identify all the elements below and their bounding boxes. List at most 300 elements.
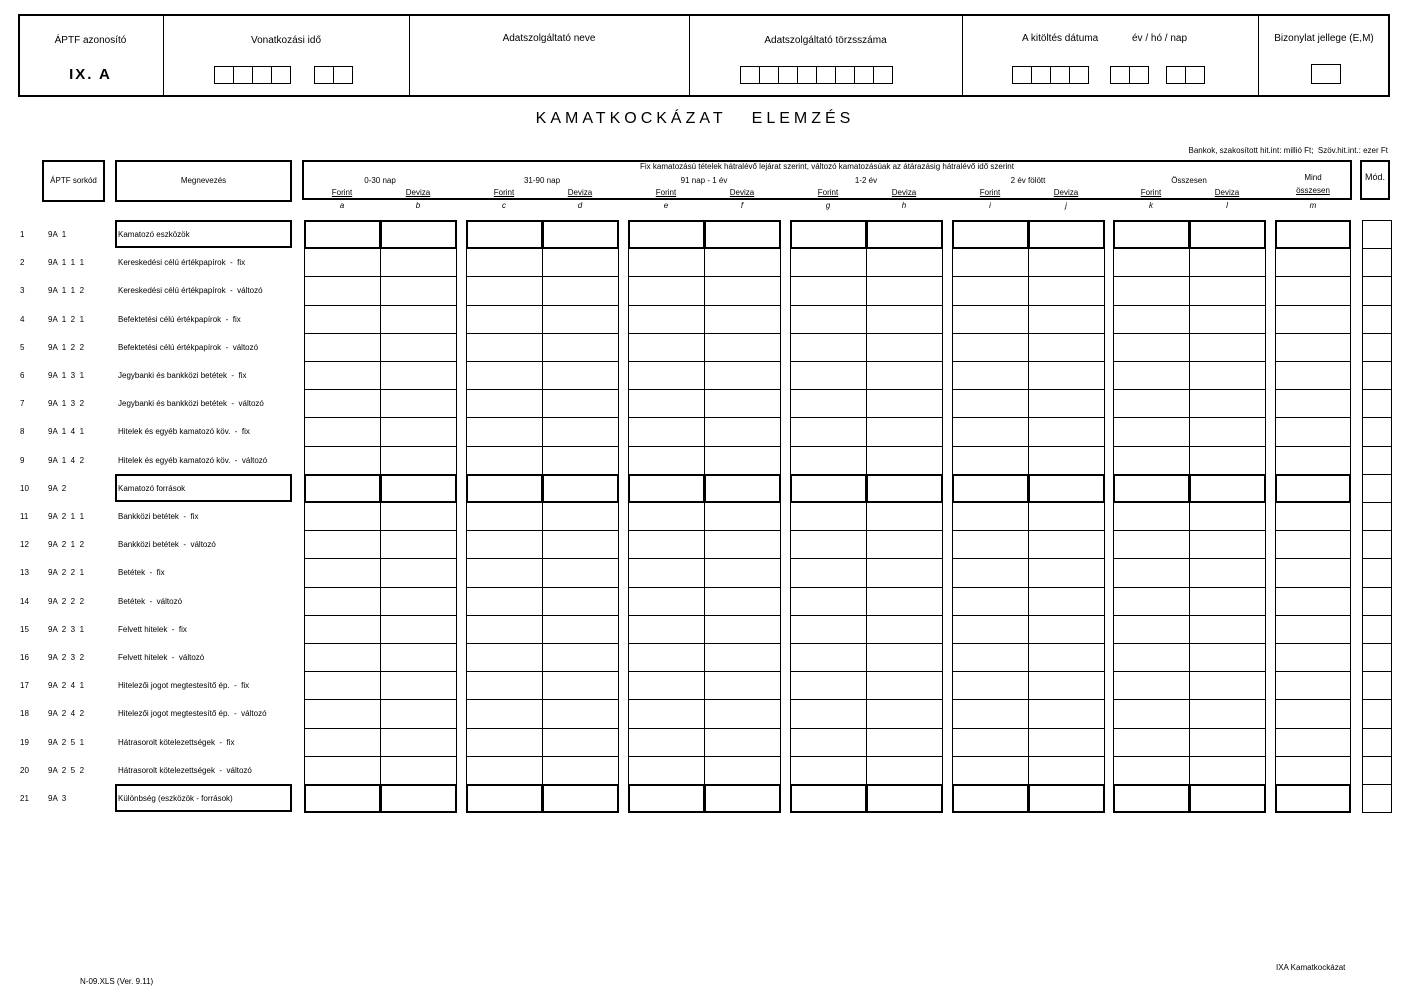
value-cell[interactable]	[866, 615, 943, 644]
value-cell[interactable]	[1189, 333, 1266, 362]
value-cell[interactable]	[1113, 361, 1190, 390]
mod-cell[interactable]	[1362, 446, 1392, 475]
value-cell[interactable]	[704, 530, 781, 559]
value-cell[interactable]	[790, 502, 867, 531]
value-cell[interactable]	[704, 587, 781, 616]
value-cell[interactable]	[704, 643, 781, 672]
value-cell[interactable]	[380, 699, 457, 728]
mod-cell[interactable]	[1362, 474, 1392, 503]
value-cell[interactable]	[1113, 756, 1190, 785]
value-cell[interactable]	[866, 671, 943, 700]
value-cell[interactable]	[952, 361, 1029, 390]
grand-total-cell[interactable]	[1275, 615, 1351, 644]
value-cell[interactable]	[866, 248, 943, 277]
value-cell[interactable]	[790, 276, 867, 305]
value-cell[interactable]	[466, 474, 543, 503]
value-cell[interactable]	[1113, 248, 1190, 277]
value-cell[interactable]	[466, 333, 543, 362]
mod-cell[interactable]	[1362, 220, 1392, 249]
value-cell[interactable]	[628, 446, 705, 475]
value-cell[interactable]	[542, 333, 619, 362]
value-cell[interactable]	[866, 276, 943, 305]
mod-cell[interactable]	[1362, 305, 1392, 334]
value-cell[interactable]	[466, 784, 543, 813]
value-cell[interactable]	[1189, 446, 1266, 475]
mod-cell[interactable]	[1362, 587, 1392, 616]
value-cell[interactable]	[466, 446, 543, 475]
value-cell[interactable]	[380, 671, 457, 700]
value-cell[interactable]	[1028, 558, 1105, 587]
value-cell[interactable]	[304, 361, 381, 390]
mod-cell[interactable]	[1362, 361, 1392, 390]
value-cell[interactable]	[542, 248, 619, 277]
value-cell[interactable]	[380, 558, 457, 587]
value-cell[interactable]	[628, 728, 705, 757]
value-cell[interactable]	[542, 671, 619, 700]
value-cell[interactable]	[380, 248, 457, 277]
value-cell[interactable]	[952, 643, 1029, 672]
value-cell[interactable]	[1113, 276, 1190, 305]
value-cell[interactable]	[542, 446, 619, 475]
grand-total-cell[interactable]	[1275, 671, 1351, 700]
value-cell[interactable]	[542, 220, 619, 249]
value-cell[interactable]	[380, 728, 457, 757]
value-cell[interactable]	[790, 417, 867, 446]
mod-cell[interactable]	[1362, 530, 1392, 559]
value-cell[interactable]	[704, 333, 781, 362]
value-cell[interactable]	[542, 558, 619, 587]
value-cell[interactable]	[1189, 389, 1266, 418]
value-cell[interactable]	[542, 502, 619, 531]
period-year-input[interactable]	[214, 66, 290, 84]
value-cell[interactable]	[542, 784, 619, 813]
value-cell[interactable]	[952, 248, 1029, 277]
value-cell[interactable]	[628, 699, 705, 728]
value-cell[interactable]	[1028, 389, 1105, 418]
value-cell[interactable]	[628, 220, 705, 249]
value-cell[interactable]	[542, 615, 619, 644]
value-cell[interactable]	[952, 389, 1029, 418]
value-cell[interactable]	[704, 502, 781, 531]
value-cell[interactable]	[304, 220, 381, 249]
value-cell[interactable]	[304, 587, 381, 616]
value-cell[interactable]	[304, 699, 381, 728]
grand-total-cell[interactable]	[1275, 530, 1351, 559]
grand-total-cell[interactable]	[1275, 361, 1351, 390]
grand-total-cell[interactable]	[1275, 248, 1351, 277]
value-cell[interactable]	[704, 248, 781, 277]
value-cell[interactable]	[790, 671, 867, 700]
value-cell[interactable]	[952, 587, 1029, 616]
value-cell[interactable]	[1028, 643, 1105, 672]
value-cell[interactable]	[790, 587, 867, 616]
value-cell[interactable]	[1189, 276, 1266, 305]
grand-total-cell[interactable]	[1275, 756, 1351, 785]
value-cell[interactable]	[1028, 502, 1105, 531]
value-cell[interactable]	[790, 699, 867, 728]
value-cell[interactable]	[304, 417, 381, 446]
value-cell[interactable]	[380, 305, 457, 334]
mod-cell[interactable]	[1362, 615, 1392, 644]
value-cell[interactable]	[1113, 558, 1190, 587]
grand-total-cell[interactable]	[1275, 389, 1351, 418]
value-cell[interactable]	[380, 643, 457, 672]
value-cell[interactable]	[790, 361, 867, 390]
value-cell[interactable]	[466, 502, 543, 531]
value-cell[interactable]	[1113, 699, 1190, 728]
value-cell[interactable]	[466, 417, 543, 446]
mod-cell[interactable]	[1362, 417, 1392, 446]
value-cell[interactable]	[952, 417, 1029, 446]
value-cell[interactable]	[1028, 417, 1105, 446]
value-cell[interactable]	[1113, 305, 1190, 334]
value-cell[interactable]	[1113, 615, 1190, 644]
value-cell[interactable]	[304, 558, 381, 587]
value-cell[interactable]	[380, 756, 457, 785]
value-cell[interactable]	[866, 446, 943, 475]
mod-cell[interactable]	[1362, 502, 1392, 531]
value-cell[interactable]	[866, 389, 943, 418]
grand-total-cell[interactable]	[1275, 502, 1351, 531]
value-cell[interactable]	[304, 276, 381, 305]
value-cell[interactable]	[380, 784, 457, 813]
value-cell[interactable]	[1189, 643, 1266, 672]
value-cell[interactable]	[952, 756, 1029, 785]
value-cell[interactable]	[866, 220, 943, 249]
value-cell[interactable]	[1028, 699, 1105, 728]
mod-cell[interactable]	[1362, 276, 1392, 305]
period-month-input[interactable]	[314, 66, 352, 84]
value-cell[interactable]	[1189, 756, 1266, 785]
value-cell[interactable]	[304, 333, 381, 362]
value-cell[interactable]	[866, 333, 943, 362]
value-cell[interactable]	[1028, 587, 1105, 616]
value-cell[interactable]	[1113, 474, 1190, 503]
mod-cell[interactable]	[1362, 784, 1392, 813]
value-cell[interactable]	[628, 784, 705, 813]
fill-date-day-input[interactable]	[1166, 66, 1204, 84]
value-cell[interactable]	[304, 248, 381, 277]
value-cell[interactable]	[380, 446, 457, 475]
grand-total-cell[interactable]	[1275, 784, 1351, 813]
value-cell[interactable]	[542, 756, 619, 785]
value-cell[interactable]	[380, 333, 457, 362]
value-cell[interactable]	[304, 502, 381, 531]
value-cell[interactable]	[628, 587, 705, 616]
value-cell[interactable]	[542, 389, 619, 418]
value-cell[interactable]	[790, 615, 867, 644]
value-cell[interactable]	[466, 756, 543, 785]
mod-cell[interactable]	[1362, 389, 1392, 418]
grand-total-cell[interactable]	[1275, 587, 1351, 616]
value-cell[interactable]	[1028, 248, 1105, 277]
value-cell[interactable]	[790, 756, 867, 785]
value-cell[interactable]	[1113, 530, 1190, 559]
value-cell[interactable]	[790, 784, 867, 813]
provider-name-input[interactable]	[420, 50, 680, 90]
value-cell[interactable]	[952, 699, 1029, 728]
value-cell[interactable]	[1028, 728, 1105, 757]
value-cell[interactable]	[704, 220, 781, 249]
mod-cell[interactable]	[1362, 728, 1392, 757]
value-cell[interactable]	[1189, 530, 1266, 559]
value-cell[interactable]	[466, 220, 543, 249]
value-cell[interactable]	[704, 784, 781, 813]
value-cell[interactable]	[704, 474, 781, 503]
mod-cell[interactable]	[1362, 248, 1392, 277]
value-cell[interactable]	[704, 389, 781, 418]
value-cell[interactable]	[952, 305, 1029, 334]
value-cell[interactable]	[952, 333, 1029, 362]
value-cell[interactable]	[1189, 728, 1266, 757]
value-cell[interactable]	[304, 671, 381, 700]
grand-total-cell[interactable]	[1275, 728, 1351, 757]
value-cell[interactable]	[866, 587, 943, 616]
value-cell[interactable]	[1189, 361, 1266, 390]
mod-cell[interactable]	[1362, 671, 1392, 700]
value-cell[interactable]	[1189, 784, 1266, 813]
value-cell[interactable]	[628, 474, 705, 503]
value-cell[interactable]	[380, 615, 457, 644]
value-cell[interactable]	[466, 305, 543, 334]
value-cell[interactable]	[790, 248, 867, 277]
value-cell[interactable]	[866, 699, 943, 728]
value-cell[interactable]	[466, 248, 543, 277]
value-cell[interactable]	[790, 558, 867, 587]
value-cell[interactable]	[542, 587, 619, 616]
value-cell[interactable]	[1113, 446, 1190, 475]
grand-total-cell[interactable]	[1275, 305, 1351, 334]
value-cell[interactable]	[1028, 474, 1105, 503]
value-cell[interactable]	[1028, 276, 1105, 305]
value-cell[interactable]	[1113, 784, 1190, 813]
value-cell[interactable]	[628, 530, 705, 559]
value-cell[interactable]	[704, 361, 781, 390]
value-cell[interactable]	[866, 728, 943, 757]
value-cell[interactable]	[380, 389, 457, 418]
value-cell[interactable]	[628, 671, 705, 700]
value-cell[interactable]	[542, 305, 619, 334]
value-cell[interactable]	[952, 784, 1029, 813]
value-cell[interactable]	[866, 417, 943, 446]
value-cell[interactable]	[1113, 333, 1190, 362]
mod-cell[interactable]	[1362, 699, 1392, 728]
value-cell[interactable]	[704, 446, 781, 475]
value-cell[interactable]	[542, 643, 619, 672]
value-cell[interactable]	[704, 276, 781, 305]
value-cell[interactable]	[1028, 305, 1105, 334]
value-cell[interactable]	[1113, 389, 1190, 418]
value-cell[interactable]	[1189, 502, 1266, 531]
value-cell[interactable]	[1189, 558, 1266, 587]
value-cell[interactable]	[790, 728, 867, 757]
value-cell[interactable]	[466, 728, 543, 757]
value-cell[interactable]	[952, 474, 1029, 503]
value-cell[interactable]	[380, 530, 457, 559]
value-cell[interactable]	[866, 474, 943, 503]
value-cell[interactable]	[466, 276, 543, 305]
value-cell[interactable]	[790, 333, 867, 362]
value-cell[interactable]	[304, 728, 381, 757]
value-cell[interactable]	[628, 417, 705, 446]
value-cell[interactable]	[380, 417, 457, 446]
grand-total-cell[interactable]	[1275, 333, 1351, 362]
value-cell[interactable]	[1028, 615, 1105, 644]
value-cell[interactable]	[1113, 417, 1190, 446]
value-cell[interactable]	[1113, 220, 1190, 249]
value-cell[interactable]	[790, 474, 867, 503]
value-cell[interactable]	[628, 643, 705, 672]
value-cell[interactable]	[304, 643, 381, 672]
value-cell[interactable]	[1028, 784, 1105, 813]
value-cell[interactable]	[1189, 699, 1266, 728]
value-cell[interactable]	[790, 530, 867, 559]
value-cell[interactable]	[1113, 671, 1190, 700]
value-cell[interactable]	[866, 756, 943, 785]
value-cell[interactable]	[628, 502, 705, 531]
value-cell[interactable]	[790, 643, 867, 672]
value-cell[interactable]	[866, 558, 943, 587]
value-cell[interactable]	[704, 558, 781, 587]
value-cell[interactable]	[866, 361, 943, 390]
value-cell[interactable]	[304, 389, 381, 418]
value-cell[interactable]	[704, 756, 781, 785]
value-cell[interactable]	[704, 728, 781, 757]
mod-cell[interactable]	[1362, 643, 1392, 672]
value-cell[interactable]	[952, 728, 1029, 757]
grand-total-cell[interactable]	[1275, 446, 1351, 475]
mod-cell[interactable]	[1362, 333, 1392, 362]
fill-date-month-input[interactable]	[1110, 66, 1148, 84]
value-cell[interactable]	[1028, 671, 1105, 700]
doc-type-input[interactable]	[1311, 64, 1341, 84]
value-cell[interactable]	[1113, 728, 1190, 757]
value-cell[interactable]	[304, 305, 381, 334]
value-cell[interactable]	[542, 728, 619, 757]
value-cell[interactable]	[466, 389, 543, 418]
provider-reg-input[interactable]	[740, 66, 892, 84]
value-cell[interactable]	[704, 615, 781, 644]
value-cell[interactable]	[304, 530, 381, 559]
grand-total-cell[interactable]	[1275, 474, 1351, 503]
value-cell[interactable]	[466, 699, 543, 728]
value-cell[interactable]	[952, 502, 1029, 531]
value-cell[interactable]	[952, 615, 1029, 644]
value-cell[interactable]	[542, 530, 619, 559]
grand-total-cell[interactable]	[1275, 276, 1351, 305]
value-cell[interactable]	[1189, 587, 1266, 616]
value-cell[interactable]	[866, 305, 943, 334]
value-cell[interactable]	[466, 643, 543, 672]
value-cell[interactable]	[628, 756, 705, 785]
grand-total-cell[interactable]	[1275, 558, 1351, 587]
value-cell[interactable]	[790, 305, 867, 334]
value-cell[interactable]	[1028, 756, 1105, 785]
value-cell[interactable]	[380, 220, 457, 249]
grand-total-cell[interactable]	[1275, 220, 1351, 249]
value-cell[interactable]	[1189, 671, 1266, 700]
value-cell[interactable]	[380, 361, 457, 390]
value-cell[interactable]	[304, 474, 381, 503]
value-cell[interactable]	[704, 699, 781, 728]
mod-cell[interactable]	[1362, 558, 1392, 587]
value-cell[interactable]	[952, 220, 1029, 249]
value-cell[interactable]	[466, 587, 543, 616]
value-cell[interactable]	[1189, 248, 1266, 277]
value-cell[interactable]	[628, 389, 705, 418]
fill-date-year-input[interactable]	[1012, 66, 1088, 84]
value-cell[interactable]	[866, 643, 943, 672]
value-cell[interactable]	[704, 671, 781, 700]
value-cell[interactable]	[628, 305, 705, 334]
value-cell[interactable]	[304, 615, 381, 644]
value-cell[interactable]	[542, 699, 619, 728]
value-cell[interactable]	[866, 502, 943, 531]
value-cell[interactable]	[380, 474, 457, 503]
value-cell[interactable]	[304, 784, 381, 813]
value-cell[interactable]	[1028, 361, 1105, 390]
value-cell[interactable]	[380, 276, 457, 305]
value-cell[interactable]	[952, 446, 1029, 475]
value-cell[interactable]	[1189, 220, 1266, 249]
value-cell[interactable]	[1113, 587, 1190, 616]
value-cell[interactable]	[628, 615, 705, 644]
grand-total-cell[interactable]	[1275, 643, 1351, 672]
grand-total-cell[interactable]	[1275, 417, 1351, 446]
value-cell[interactable]	[1113, 643, 1190, 672]
value-cell[interactable]	[952, 276, 1029, 305]
value-cell[interactable]	[1028, 530, 1105, 559]
value-cell[interactable]	[628, 248, 705, 277]
value-cell[interactable]	[1028, 446, 1105, 475]
value-cell[interactable]	[466, 530, 543, 559]
value-cell[interactable]	[866, 784, 943, 813]
mod-cell[interactable]	[1362, 756, 1392, 785]
value-cell[interactable]	[542, 417, 619, 446]
value-cell[interactable]	[1189, 417, 1266, 446]
value-cell[interactable]	[628, 361, 705, 390]
value-cell[interactable]	[628, 558, 705, 587]
value-cell[interactable]	[952, 530, 1029, 559]
value-cell[interactable]	[1189, 615, 1266, 644]
value-cell[interactable]	[1189, 305, 1266, 334]
value-cell[interactable]	[466, 671, 543, 700]
value-cell[interactable]	[466, 615, 543, 644]
value-cell[interactable]	[304, 756, 381, 785]
value-cell[interactable]	[466, 361, 543, 390]
value-cell[interactable]	[952, 558, 1029, 587]
value-cell[interactable]	[952, 671, 1029, 700]
value-cell[interactable]	[380, 502, 457, 531]
value-cell[interactable]	[1113, 502, 1190, 531]
value-cell[interactable]	[1028, 220, 1105, 249]
value-cell[interactable]	[304, 446, 381, 475]
value-cell[interactable]	[790, 446, 867, 475]
value-cell[interactable]	[704, 305, 781, 334]
value-cell[interactable]	[1028, 333, 1105, 362]
value-cell[interactable]	[866, 530, 943, 559]
value-cell[interactable]	[542, 474, 619, 503]
value-cell[interactable]	[704, 417, 781, 446]
value-cell[interactable]	[542, 276, 619, 305]
value-cell[interactable]	[380, 587, 457, 616]
value-cell[interactable]	[628, 276, 705, 305]
value-cell[interactable]	[790, 389, 867, 418]
grand-total-cell[interactable]	[1275, 699, 1351, 728]
value-cell[interactable]	[466, 558, 543, 587]
value-cell[interactable]	[1189, 474, 1266, 503]
value-cell[interactable]	[628, 333, 705, 362]
